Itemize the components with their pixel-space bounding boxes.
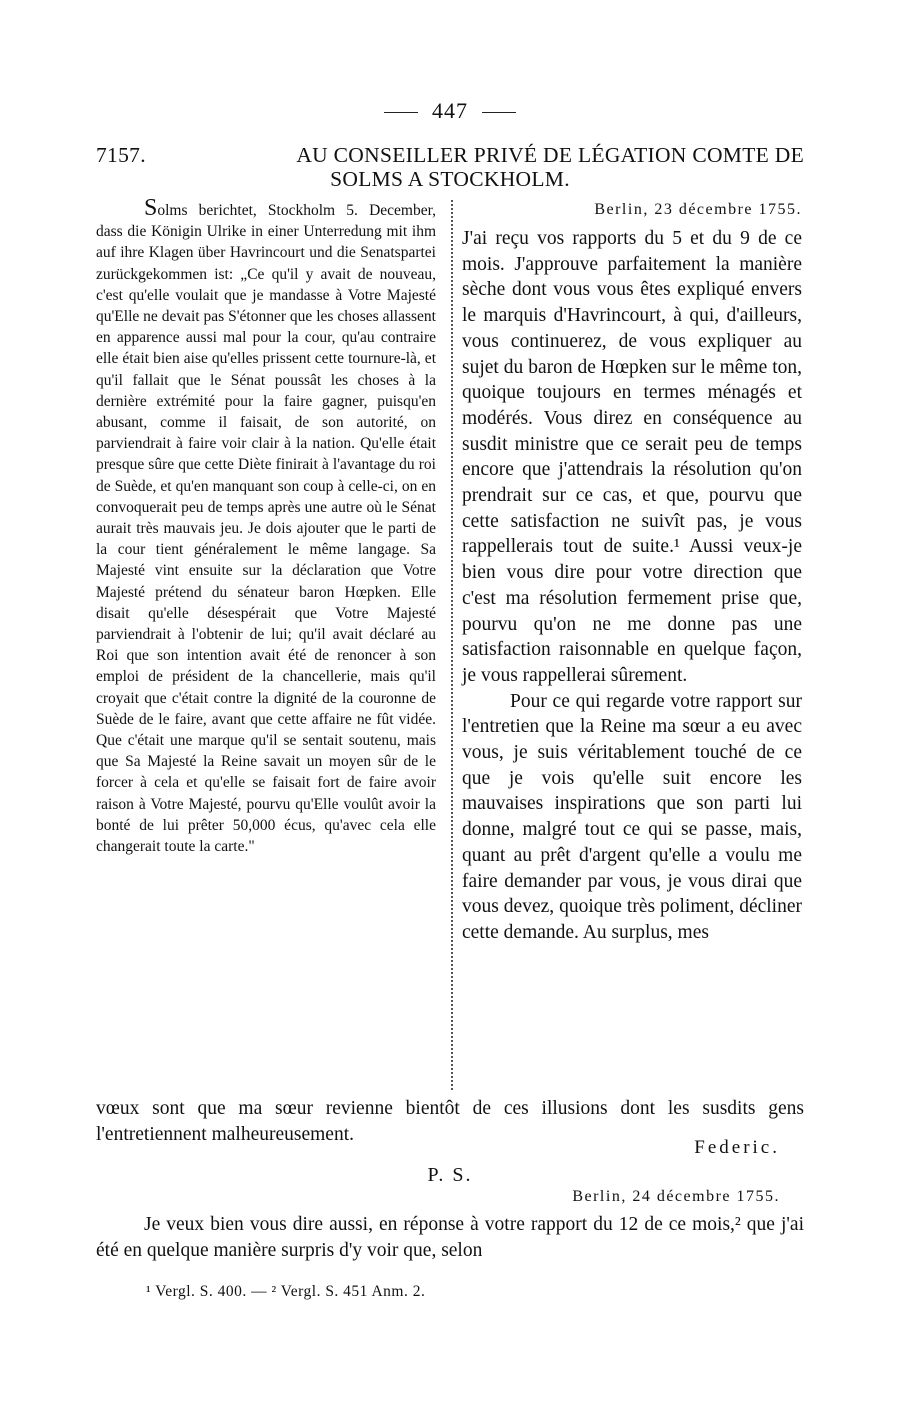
- summary-column: [96, 195, 436, 857]
- ps-date: Berlin, 24 décembre 1755.: [572, 1188, 780, 1205]
- ps-body: [96, 1212, 804, 1263]
- ps-label: P. S.: [427, 1164, 473, 1186]
- column-divider: [451, 200, 453, 1090]
- letter-paragraph-2: Pour ce qui regarde votre rapport sur l'entretien que la Reine ma sœur a eu avec vous, je suis véritablement touché de ce que je vois qu'elle suit encore les mauvaises inspirations que son parti lui donne, malgré tout ce qui se passe, mais, quant au prêt d'argent qu'elle a voulu me faire demander par vous, je vous dirai que vous devez, quoique très poliment, décliner cette demande. Au surplus, mes: [462, 690, 802, 943]
- letter-date: Berlin, 23 décembre 1755.: [594, 201, 802, 218]
- page-number-dash-right: [482, 112, 516, 113]
- heading-title-line-1: AU CONSEILLER PRIVÉ DE LÉGATION COMTE DE: [296, 143, 804, 167]
- footnotes: ¹ Vergl. S. 400. — ² Vergl. S. 451 Anm. 2.: [146, 1283, 426, 1300]
- page-number-text: 447: [432, 98, 468, 123]
- page-number-dash-left: [384, 112, 418, 113]
- signature: Federic.: [694, 1137, 780, 1158]
- page-number: [0, 98, 900, 124]
- summary-paragraph: [96, 195, 436, 857]
- letter-paragraph-1: J'ai reçu vos rapports du 5 et du 9 de ce mois. J'approuve parfaitement la manière sèche dont vous vous êtes expliqué envers le marquis d'Havrincourt, à qui, d'ailleurs, vous continuerez, de vous expliquer au sujet du baron de Hœpken sur le même ton, quoique toujours en termes ménagés et modérés. Vous direz en conséquence au susdit ministre que ce serait peu de temps encore que j'attendrais la résolution qu'on prendrait sur ce cas, et que, pourvu que cette satisfaction ne suivît pas, je vous rappellerais tout de suite.¹ Aussi veux-je bien vous dire pour votre direction que c'est ma résolution fermement prise que, pourvu qu'on ne me donne pas une satisfaction raisonnable en quelque façon, je vous rappellerai sûrement.: [462, 228, 802, 686]
- heading-title-line-2: SOLMS A STOCKHOLM.: [330, 167, 570, 191]
- heading-line-1: [96, 143, 804, 167]
- summary-text: olms berichtet, Stockholm 5. December, dass die Königin Ulrike in einer Unterredung mit ihm auf ihre Klagen über Havrincourt und die Senatspartei zurückgekommen ist: „Ce qu'il y avait de nouveau, c'est qu'elle voulait que je mandasse à Votre Majesté qu'Elle ne devait pas S'étonner que les choses allassent en apparence aussi mal pour la cour, qu'au contraire elle était bien aise qu'elles prissent cette tournure-là, et qu'il fallait que le Sénat poussât les choses à la dernière extrémité pour la faire gagner, puisqu'en abusant, comme il faisait, de son autorité, on parviendrait à faire voir clair à la nation. Qu'elle était presque sûre que cette Diète finirait à l'avantage du roi de Suède, et qu'en manquant son coup à celle-ci, on en convoquerait peu de temps après une autre où le Sénat aurait très mauvais jeu. Je dois ajouter que le parti de la cour tient généralement le même langage. Sa Majesté vint ensuite sur la déclaration que Votre Majesté prétend du sénateur baron Hœpken. Elle disait qu'elle désespérait que Votre Majesté parviendrait à l'obtenir de lui; qu'il avait déclaré au Roi que son intention avait été de renoncer à son emploi de président de la chancellerie, mais qu'il croyait que c'était contre la dignité de la couronne de Suède de le faire, avant que cette affaire ne fût vidée. Que c'était une marque qu'il se sentait soutenu, mais que Sa Majesté la Reine savait un moyen sûr de le forcer à cela et qu'elle se faisait fort de faire avoir raison à Votre Majesté, pourvu qu'Elle voulût avoir la bonté de lui prêter 50,000 écus, qu'avec cela elle changerait toute la carte.": [96, 202, 436, 856]
- summary-initial: S: [144, 195, 158, 221]
- ps-text: Je veux bien vous dire aussi, en réponse à votre rapport du 12 de ce mois,² que j'ai été en quelque manière surpris d'y voir que, selon: [96, 1214, 804, 1261]
- document-heading: [96, 143, 804, 191]
- document-number: 7157.: [96, 143, 146, 167]
- continuation-text: vœux sont que ma sœur revienne bientôt de ces illusions dont les susdits gens l'entretiennent malheureusement.: [96, 1098, 804, 1145]
- letter-column: [462, 200, 802, 946]
